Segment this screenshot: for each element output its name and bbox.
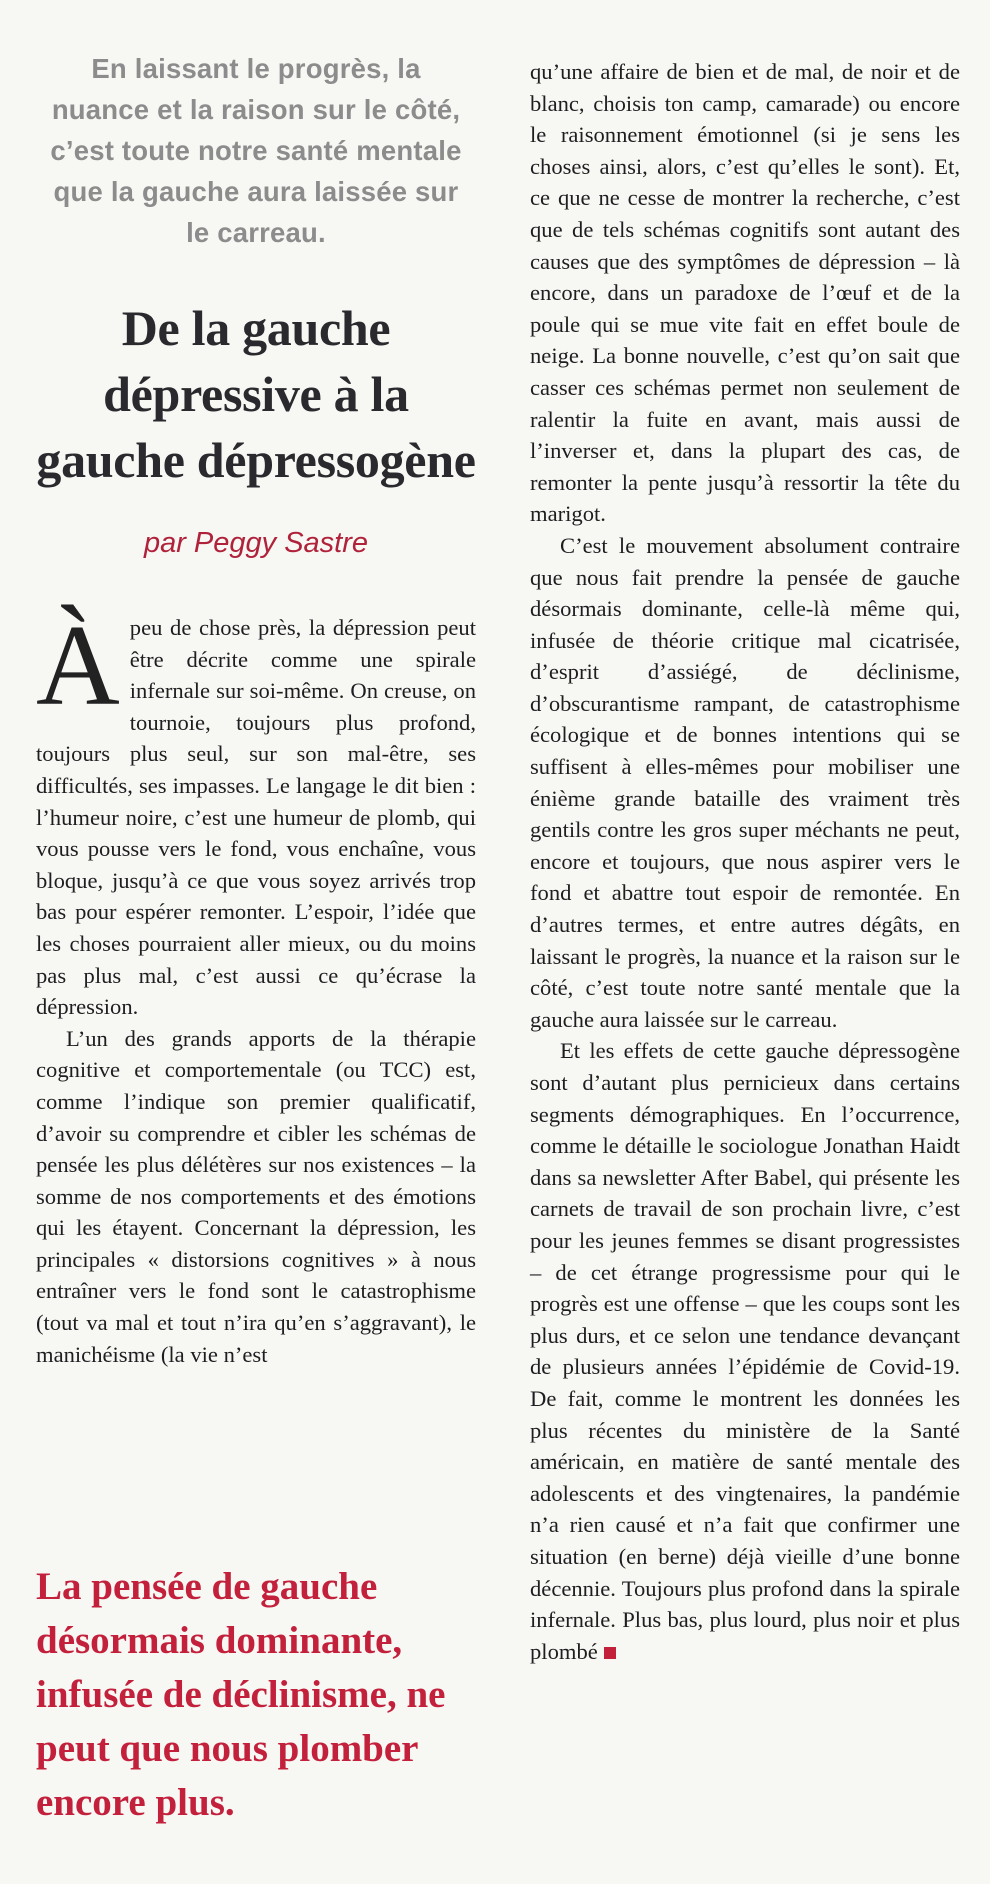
pull-quote-bottom: La pensée de gauche désormais dominante, infusée de déclinisme, ne peut que nous plomber encore plus.: [36, 1565, 446, 1824]
paragraph-2: L’un des grands apports de la thérapie cognitive et comportementale (ou TCC) est, comme l’indique son premier qualificatif, d’avoir su comprendre et cibler les schémas de pensée les plus délétères sur nos existences – la somme de nos comportements et des émotions qui les étayent. Concernant la dépression, les principales « distorsions cognitives » à nous entraîner vers le fond sont le catastrophisme (tout va mal et tout n’ira qu’en s’aggravant), le manichéisme (la vie n’est: [36, 1025, 476, 1367]
end-of-article-mark: [604, 1647, 616, 1659]
paragraph-5-text: Et les effets de cette gauche dépressogène sont d’autant plus pernicieux dans certains segments démographiques. En l’occurrence, comme le détaille le sociologue Jonathan Haidt dans sa newsletter After Babel, qui présente les carnets de travail de son prochain livre, c’est pour les jeunes femmes se disant progressistes – de cet étrange progressisme pour qui le progrès est une offense – que les coups sont les plus durs, et ce selon une tendance devançant de plusieurs années l’épidémie de Covid-19. De fait, comme le montrent les données les plus récentes du ministère de la Santé américain, en matière de santé mentale des adolescents et des vingtenaires, la pandémie n’a rien causé et n’a fait que confirmer une situation (en berne) déjà vieille d’une bonne décennie. Toujours plus profond dans la spirale infernale. Plus bas, plus lourd, plus noir et plus plombé: [530, 1038, 960, 1664]
right-column: [530, 56, 960, 1667]
article-byline: par Peggy Sastre: [143, 527, 369, 559]
left-column: [36, 48, 476, 1370]
drop-cap: À: [36, 602, 120, 730]
paragraph-1-text: peu de chose près, la dépression peut être décrite comme une spirale infernale sur soi-même. On creuse, on tournoie, toujours plus profond, toujours plus seul, sur son mal-être, ses difficultés, ses impasses. Le langage le dit bien : l’humeur noire, c’est une humeur de plomb, qui vous pousse vers le fond, vous enchaîne, vous bloque, jusqu’à ce que vous soyez arrivés trop bas pour espérer remonter. L’espoir, l’idée que les choses pourraient aller mieux, ou du moins pas plus mal, c’est aussi ce qu’écrase la dépression.: [36, 615, 476, 1020]
paragraph-5: [530, 1035, 960, 1667]
article-headline: De la gauche dépressive à la gauche dépressogène: [36, 300, 476, 488]
left-body-text: [36, 602, 476, 1370]
paragraph-3: qu’une affaire de bien et de mal, de noir et de blanc, choisis ton camp, camarade) ou encore le raisonnement émotionnel (si je sens les choses ainsi, alors, c’est qu’elles le sont). Et, ce que ne cesse de montrer la recherche, c’est que de tels schémas cognitifs sont autant des causes que des symptômes de dépression – là encore, dans un paradoxe de l’œuf et de la poule qui se mue vite fait en effet boule de neige. La bonne nouvelle, c’est qu’on sait que casser ces schémas permet non seulement de ralentir la fuite en avant, mais aussi de l’inverser et, dans la plupart des cas, de remonter la pente jusqu’à ressortir la tête du marigot.: [530, 59, 960, 527]
paragraph-1: [36, 602, 476, 1023]
pull-quote-top: En laissant le progrès, la nuance et la raison sur le côté, c’est toute notre santé mentale que la gauche aura laissée sur le carreau.: [50, 53, 462, 248]
paragraph-4: C’est le mouvement absolument contraire que nous fait prendre la pensée de gauche désormais dominante, celle-là même qui, infusée de théorie critique mal cicatrisée, d’esprit d’assiégé, de déclinisme, d’obscurantisme rampant, de catastrophisme écologique et de bonnes intentions qui se suffisent à elles-mêmes pour mobiliser une énième grande bataille des vraiment très gentils contre les gros super méchants ne peut, encore et toujours, que nous aspirer vers le fond et abattre tout espoir de remontée. En d’autres termes, et entre autres dégâts, en laissant le progrès, la nuance et la raison sur le côté, c’est toute notre santé mentale que la gauche aura laissée sur le carreau.: [530, 532, 960, 1032]
